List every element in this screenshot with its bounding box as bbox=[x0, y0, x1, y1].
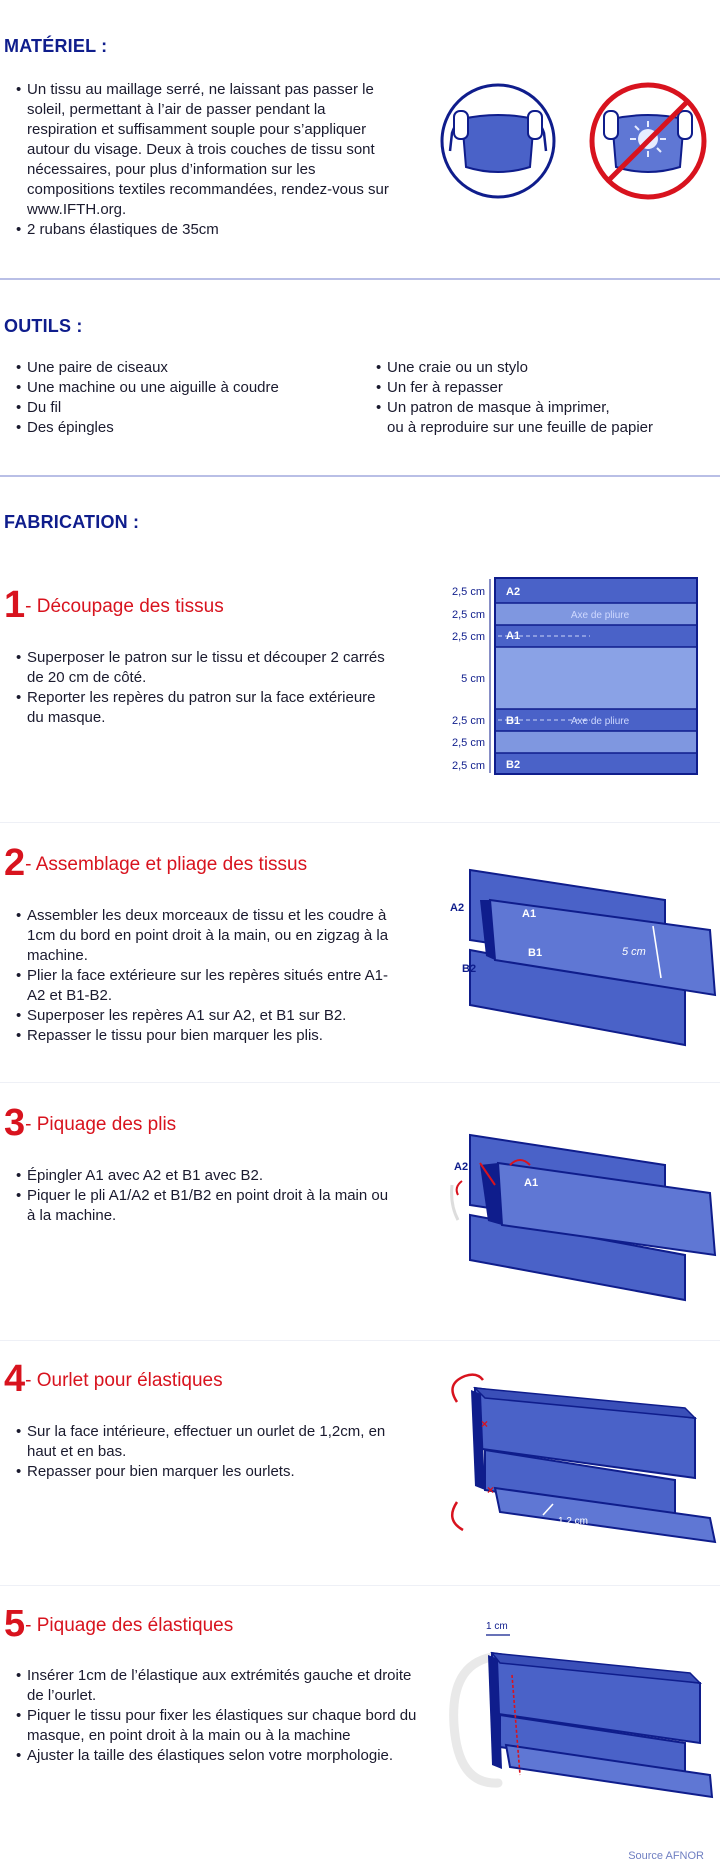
label-b2: B2 bbox=[462, 963, 477, 975]
list-item: • 2 rubans élastiques de 35cm bbox=[0, 220, 395, 240]
dim-label: 1,2 cm bbox=[558, 1516, 589, 1527]
dim-label: 2,5 cm bbox=[451, 586, 485, 598]
step-5-list bbox=[0, 1666, 420, 1766]
dim-label: 2,5 cm bbox=[451, 715, 485, 727]
list-item: • Piquer le pli A1/A2 et B1/B2 en point droit à la main ou à la machine. bbox=[0, 1186, 400, 1226]
outils-list-right bbox=[360, 358, 715, 438]
dim-label: 2,5 cm bbox=[451, 737, 485, 749]
list-item: • Ajuster la taille des élastiques selon votre morphologie. bbox=[0, 1746, 420, 1766]
list-item: • Piquer le tissu pour fixer les élastiques sur chaque bord du masque, en point droit à la main ou à la machine bbox=[0, 1706, 420, 1746]
label-b1: B1 bbox=[506, 715, 521, 727]
divider bbox=[0, 1340, 720, 1341]
divider bbox=[0, 278, 720, 280]
step-3-stitch-diagram bbox=[450, 1125, 720, 1305]
materiel-list bbox=[0, 80, 395, 240]
list-item: • Plier la face extérieure sur les repères situés entre A1-A2 et B1-B2. bbox=[0, 966, 400, 1006]
mask-fabric-icons bbox=[438, 81, 718, 201]
source-credit: Source AFNOR bbox=[628, 1850, 704, 1862]
list-item: • Une machine ou une aiguille à coudre bbox=[0, 378, 340, 398]
divider bbox=[0, 1585, 720, 1586]
section-title-outils: OUTILS : bbox=[4, 316, 83, 336]
label-b2: B2 bbox=[506, 759, 521, 771]
step-5-elastic-diagram bbox=[440, 1615, 720, 1805]
step-5-title: 5- Piquage des élastiques bbox=[4, 1603, 234, 1645]
outils-list-left bbox=[0, 358, 340, 438]
list-item: • Un fer à repasser bbox=[360, 378, 715, 398]
fold-axis-label: Axe de pliure bbox=[570, 610, 630, 621]
dim-label: 2,5 cm bbox=[451, 760, 485, 772]
mask-ok-icon bbox=[442, 85, 554, 197]
dim-label: 5 cm bbox=[461, 673, 485, 685]
list-item: • Une craie ou un stylo bbox=[360, 358, 715, 378]
list-item-continued: ou à reproduire sur une feuille de papier bbox=[387, 419, 654, 436]
cross-mark: × bbox=[487, 1483, 495, 1497]
step-1-pattern-diagram bbox=[440, 572, 720, 782]
label-a2: A2 bbox=[450, 902, 465, 914]
step-4-title: 4- Ourlet pour élastiques bbox=[4, 1358, 223, 1400]
label-a2: A2 bbox=[454, 1161, 469, 1173]
label-b1: B1 bbox=[528, 947, 543, 959]
dim-label: 2,5 cm bbox=[451, 609, 485, 621]
dim-label: 2,5 cm bbox=[451, 631, 485, 643]
list-item: • Repasser le tissu pour bien marquer les plis. bbox=[0, 1026, 400, 1046]
list-item: • Insérer 1cm de l’élastique aux extrémités gauche et droite de l’ourlet. bbox=[0, 1666, 420, 1706]
list-item: • Épingler A1 avec A2 et B1 avec B2. bbox=[0, 1166, 400, 1186]
list-item: • Superposer les repères A1 sur A2, et B1 sur B2. bbox=[0, 1006, 400, 1026]
list-item: • Sur la face intérieure, effectuer un ourlet de 1,2cm, en haut et en bas. bbox=[0, 1422, 400, 1462]
list-item: • Assembler les deux morceaux de tissu et les coudre à 1cm du bord en point droit à la main, ou en zigzag à la machine. bbox=[0, 906, 400, 966]
step-3-title: 3- Piquage des plis bbox=[4, 1102, 177, 1144]
section-title-fabrication: FABRICATION : bbox=[4, 512, 140, 532]
fold-axis-label: Axe de pliure bbox=[570, 716, 630, 727]
step-1-title: 1- Découpage des tissus bbox=[4, 584, 224, 626]
list-item: • Repasser pour bien marquer les ourlets. bbox=[0, 1462, 400, 1482]
dim-label: 5 cm bbox=[622, 946, 646, 958]
divider bbox=[0, 1082, 720, 1083]
step-4-hem-diagram bbox=[445, 1370, 720, 1550]
list-item: • Une paire de ciseaux bbox=[0, 358, 340, 378]
step-2-list bbox=[0, 906, 400, 1046]
step-2-title: 2- Assemblage et pliage des tissus bbox=[4, 842, 308, 884]
mask-no-sun-icon bbox=[592, 85, 704, 197]
label-a1: A1 bbox=[524, 1177, 539, 1189]
list-item: • Un patron de masque à imprimer, bbox=[360, 398, 715, 418]
list-item: • Reporter les repères du patron sur la face extérieure du masque. bbox=[0, 688, 395, 728]
list-item: • Des épingles bbox=[0, 418, 340, 438]
divider bbox=[0, 475, 720, 477]
list-item: • Superposer le patron sur le tissu et découper 2 carrés de 20 cm de côté. bbox=[0, 648, 395, 688]
step-3-list bbox=[0, 1166, 400, 1226]
list-item: • Du fil bbox=[0, 398, 340, 418]
label-a1: A1 bbox=[522, 908, 537, 920]
divider bbox=[0, 822, 720, 823]
section-title-materiel: MATÉRIEL : bbox=[4, 36, 108, 56]
step-2-fold-diagram bbox=[450, 860, 720, 1050]
step-4-list bbox=[0, 1422, 400, 1482]
cross-mark: × bbox=[481, 1417, 489, 1431]
list-item: • Un tissu au maillage serré, ne laissant pas passer le soleil, permettant à l’air de passer pendant la respiration et suffisamment souple pour s’appliquer autour du visage. Deux à trois couches de tissu sont nécessaires, pour plus d’information sur les compositions textiles recommandées, rendez-vous sur www.IFTH.org. bbox=[0, 80, 395, 220]
dim-label: 1 cm bbox=[486, 1621, 508, 1632]
label-a1: A1 bbox=[506, 630, 521, 642]
step-1-list bbox=[0, 648, 395, 728]
label-a2: A2 bbox=[506, 586, 521, 598]
